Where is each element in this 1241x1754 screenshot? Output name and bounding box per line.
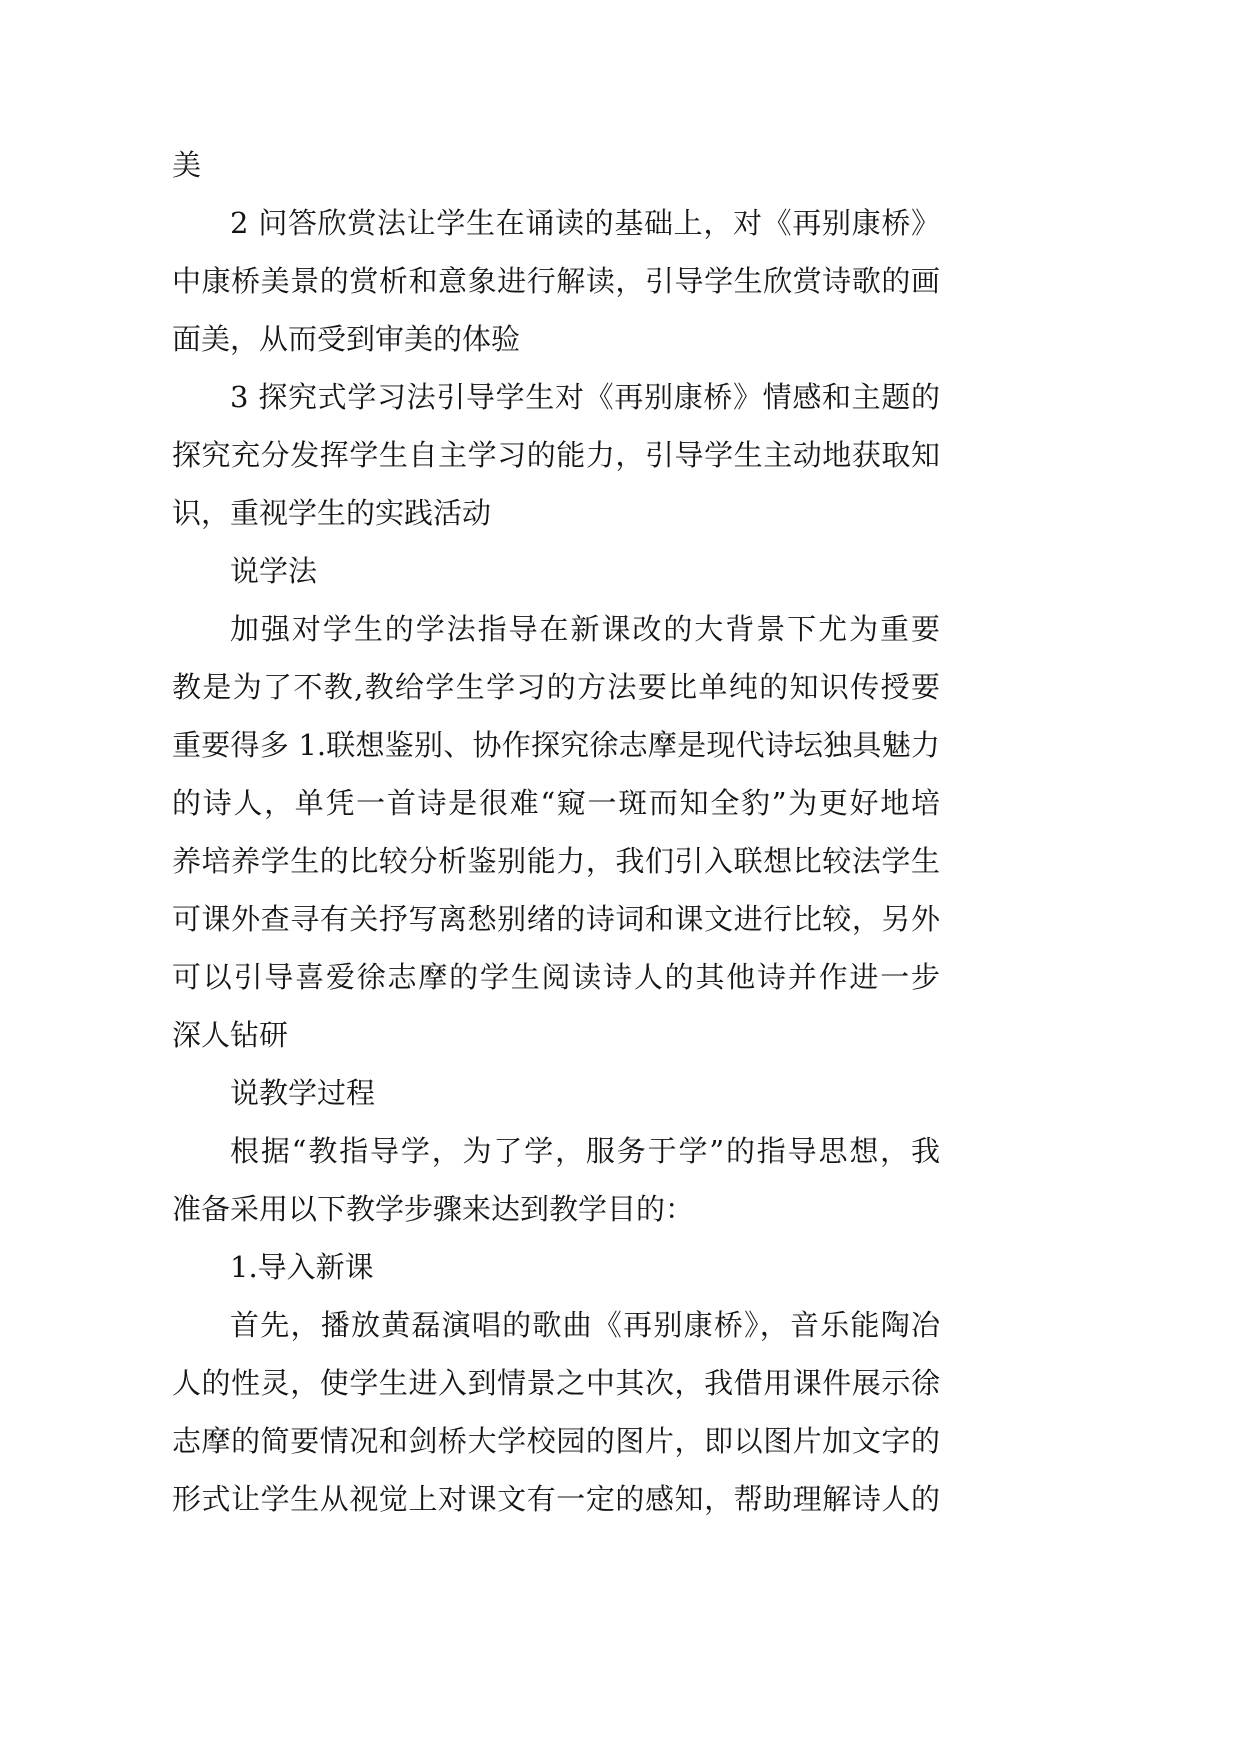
text-line: 2 问答欣赏法让学生在诵读的基础上，对《再别康桥》: [230, 206, 940, 240]
text-line: 说教学过程: [230, 1076, 376, 1110]
text-line: 志摩的简要情况和剑桥大学校园的图片，即以图片加文字的: [172, 1424, 940, 1458]
text-line: 准备采用以下教学步骤来达到教学目的：: [172, 1192, 695, 1226]
paragraph-teaching-steps-intro: [172, 1122, 940, 1238]
step-heading-introduction: [172, 1238, 940, 1296]
text-line: 人的性灵，使学生进入到情景之中其次，我借用课件展示徐: [172, 1366, 940, 1400]
text-line: 探究充分发挥学生自主学习的能力，引导学生主动地获取知: [172, 438, 940, 472]
text-line: 3 探究式学习法引导学生对《再别康桥》情感和主题的: [230, 380, 940, 414]
paragraph-qa-appreciation: [172, 194, 940, 368]
text-line: 可以引导喜爱徐志摩的学生阅读诗人的其他诗并作进一步: [172, 960, 940, 994]
paragraph-continued: [172, 136, 940, 194]
text-line: 教是为了不教,教给学生学习的方法要比单纯的知识传授要: [172, 670, 940, 704]
paragraph-introduction: [172, 1296, 940, 1528]
text-line: 说学法: [230, 554, 318, 588]
text-line: 重要得多 1.联想鉴别、协作探究徐志摩是现代诗坛独具魅力: [172, 728, 940, 762]
text-line: 形式让学生从视觉上对课文有一定的感知，帮助理解诗人的: [172, 1482, 940, 1516]
text-line: 深人钻研: [172, 1018, 289, 1052]
text-line: 可课外查寻有关抒写离愁别绪的诗词和课文进行比较，另外: [172, 902, 940, 936]
text-line: 中康桥美景的赏析和意象进行解读，引导学生欣赏诗歌的画: [172, 264, 940, 298]
paragraph-study-method: [172, 600, 940, 1064]
section-heading-teaching-process: [172, 1064, 940, 1122]
text-line: 识，重视学生的实践活动: [172, 496, 492, 530]
text-line: 首先，播放黄磊演唱的歌曲《再别康桥》，音乐能陶冶: [230, 1308, 940, 1342]
text-line: 面美，从而受到审美的体验: [172, 322, 521, 356]
text-line: 养培养学生的比较分析鉴别能力，我们引入联想比较法学生: [172, 844, 940, 878]
paragraph-inquiry-learning: [172, 368, 940, 542]
text-line: 的诗人，单凭一首诗是很难“窥一斑而知全豹”为更好地培: [172, 786, 940, 820]
text-line: 根据“教指导学，为了学，服务于学”的指导思想，我: [230, 1134, 940, 1168]
document-body: [172, 136, 940, 1528]
text-line: 美: [172, 148, 202, 182]
text-line: 加强对学生的学法指导在新课改的大背景下尤为重要: [230, 612, 940, 646]
text-line: 1.导入新课: [230, 1250, 374, 1284]
section-heading-study-method: [172, 542, 940, 600]
